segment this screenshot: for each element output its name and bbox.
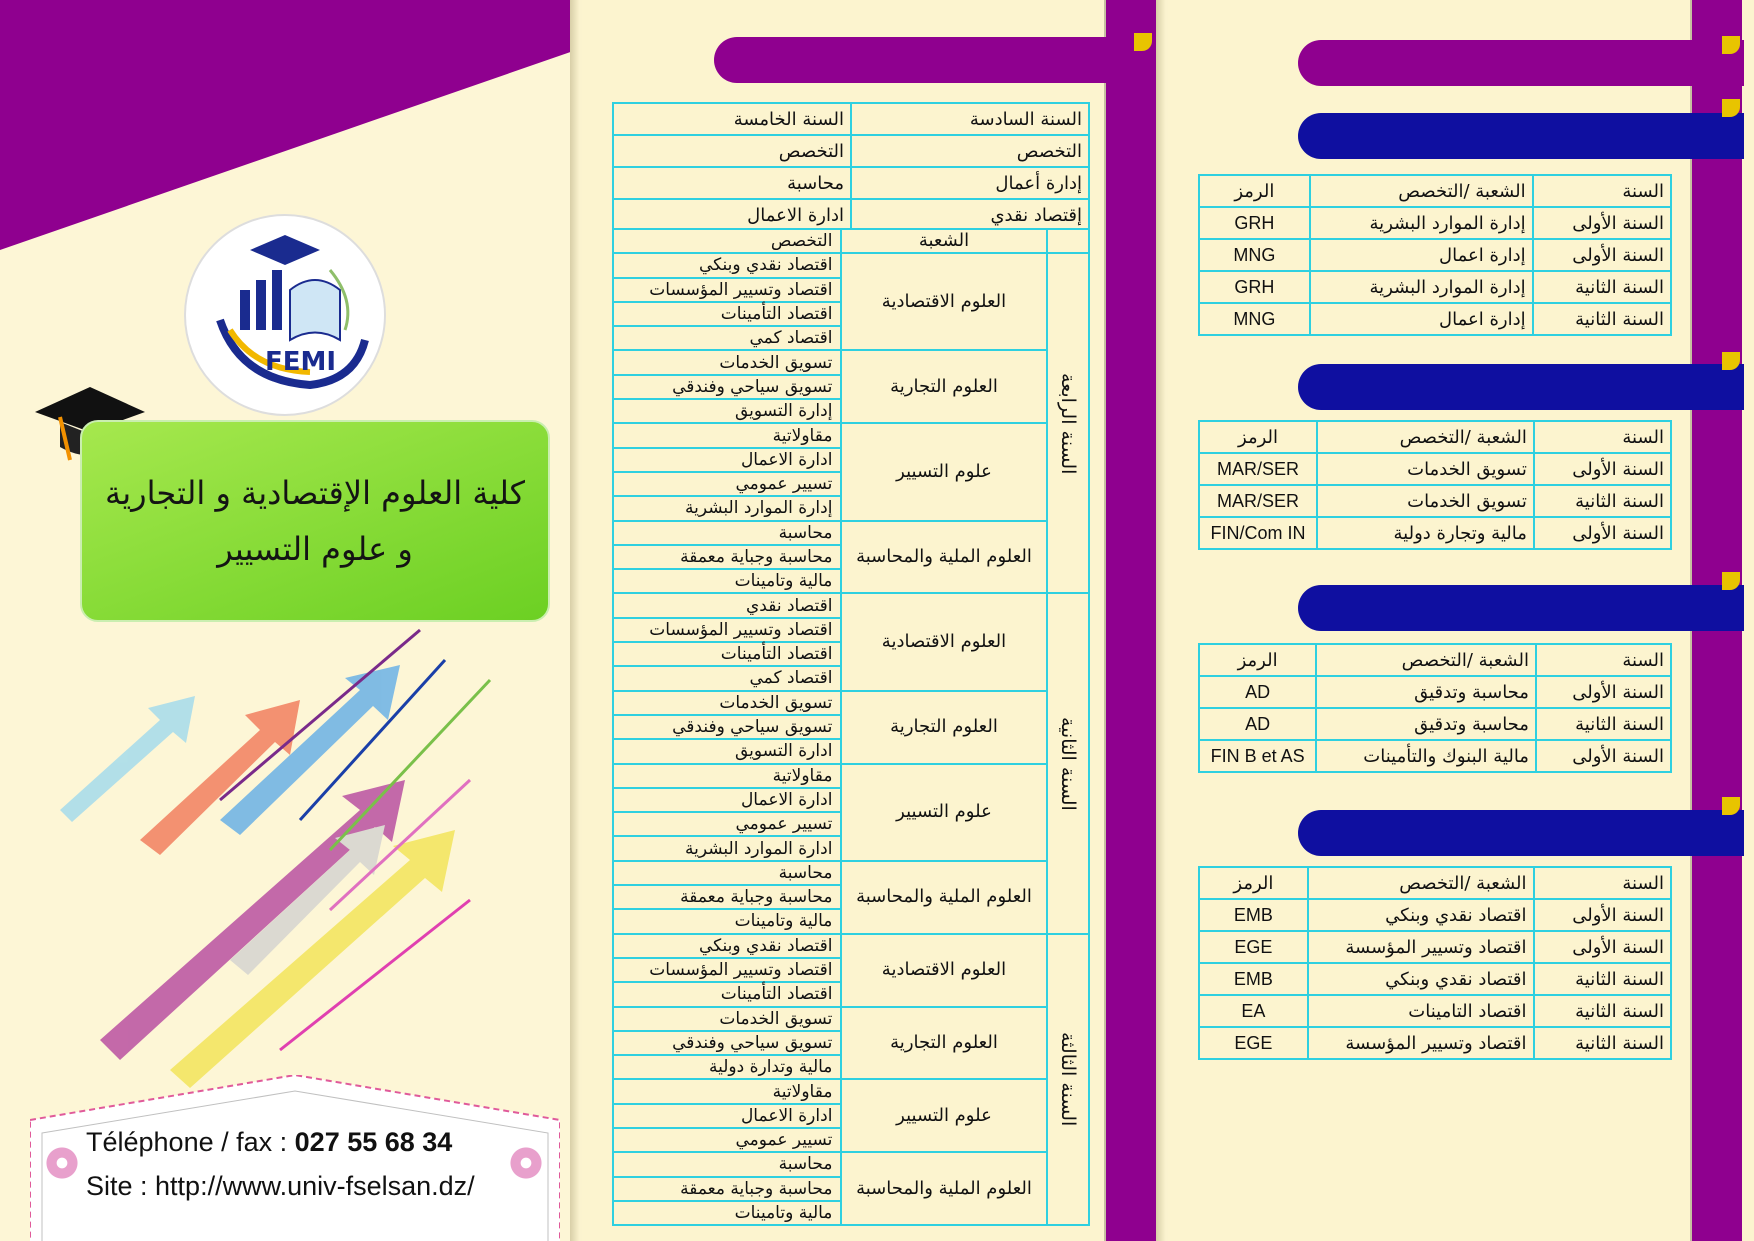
cover-panel — [0, 0, 582, 1241]
year-cell: السنة الأولى — [1534, 453, 1671, 485]
master-table-cell: إدارة أعمال — [851, 167, 1089, 199]
specialty-name: تسيير عمومي — [613, 472, 841, 496]
phone-number: 027 55 68 34 — [294, 1127, 453, 1157]
codes-header-cell: السنة — [1533, 175, 1671, 207]
programs-table-row — [613, 521, 1089, 545]
codes-header-cell: الرمز — [1199, 867, 1308, 899]
codes-table-row — [1199, 1027, 1671, 1059]
right-header-ribbon — [1298, 40, 1744, 86]
year-cell: السنة الأولى — [1534, 899, 1672, 931]
codes-table-row — [1199, 963, 1671, 995]
code-cell: EGE — [1199, 931, 1308, 963]
specialty-name: إدارة التسويق — [613, 399, 841, 423]
flower-icon — [44, 1145, 80, 1181]
master-table-cell: محاسبة — [613, 167, 851, 199]
master-table-row — [613, 135, 1089, 167]
codes-table-header — [1199, 644, 1671, 676]
master-table-cell: السنة الخامسة — [613, 103, 851, 135]
year-cell: السنة الثانية — [1534, 1027, 1672, 1059]
programs-table-header — [613, 229, 1089, 253]
flower-icon — [508, 1145, 544, 1181]
codes-table-row — [1199, 676, 1671, 708]
year-cell: السنة الثانية — [1534, 963, 1672, 995]
faculty-title-line2: و علوم التسيير — [217, 530, 413, 568]
specialty-name: تسيير عمومي — [613, 1128, 841, 1152]
specialty-cell: تسويق الخدمات — [1317, 485, 1534, 517]
specialty-cell: إدارة الموارد البشرية — [1310, 271, 1533, 303]
code-cell: MNG — [1199, 303, 1310, 335]
faculty-logo — [180, 210, 390, 420]
codes-table-row — [1199, 239, 1671, 271]
specialty-name: محاسبة — [613, 1152, 841, 1176]
codes-table-header — [1199, 175, 1671, 207]
branch-name: العلوم الاقتصادية — [841, 934, 1046, 1007]
specialty-cell: إدارة الموارد البشرية — [1310, 207, 1533, 239]
codes-table — [1198, 420, 1672, 550]
codes-table-row — [1199, 271, 1671, 303]
specialty-name: اقتصاد وتسيير المؤسسات — [613, 278, 841, 302]
branch-name: علوم التسيير — [841, 423, 1046, 520]
year-label: السنة الثالثة — [1047, 934, 1089, 1226]
specialty-name: اقتصاد نقدي — [613, 593, 841, 617]
codes-header-cell: الشعبة /التخصص — [1317, 421, 1534, 453]
branch-name: العلوم التجارية — [841, 1007, 1046, 1080]
specialty-name: تسويق الخدمات — [613, 1007, 841, 1031]
specialty-cell: محاسبة وتدقيق — [1316, 708, 1536, 740]
codes-table-row — [1199, 303, 1671, 335]
codes-header-cell: الرمز — [1199, 421, 1317, 453]
year-cell: السنة الأولى — [1534, 517, 1671, 549]
branch-header: الشعبة — [841, 229, 1046, 253]
code-cell: FIN/Com IN — [1199, 517, 1317, 549]
programs-table-row — [613, 1152, 1089, 1176]
specialty-name: تسيير عمومي — [613, 812, 841, 836]
code-cell: AD — [1199, 708, 1316, 740]
year-cell: السنة الأولى — [1536, 676, 1671, 708]
codes-header-cell: الشعبة /التخصص — [1308, 867, 1534, 899]
codes-header-cell: السنة — [1534, 421, 1671, 453]
phone-label: Téléphone / fax : — [86, 1127, 288, 1157]
codes-table-row — [1199, 453, 1671, 485]
specialty-name: اقتصاد التأمينات — [613, 302, 841, 326]
codes-header-cell: الشعبة /التخصص — [1316, 644, 1536, 676]
master-table-cell: السنة السادسة — [851, 103, 1089, 135]
master-table-row — [613, 199, 1089, 231]
programs-table-row — [613, 350, 1089, 374]
specialty-name: ادارة التسويق — [613, 739, 841, 763]
year-cell: السنة الثانية — [1533, 303, 1671, 335]
specialty-name: مالية وتامينات — [613, 909, 841, 933]
code-cell: FIN B et AS — [1199, 740, 1316, 772]
master-table-cell: ادارة الاعمال — [613, 199, 851, 231]
spec-header: التخصص — [613, 229, 841, 253]
codes-table — [1198, 643, 1672, 773]
specialty-cell: اقتصاد نقدي وبنكي — [1308, 963, 1534, 995]
specialty-name: اقتصاد وتسيير المؤسسات — [613, 618, 841, 642]
specialty-name: تسويق سياحي وفندقي — [613, 715, 841, 739]
branch-name: العلوم الملية والمحاسبة — [841, 1152, 1046, 1225]
programs-table-row — [613, 1007, 1089, 1031]
section-ribbon — [1298, 585, 1744, 631]
codes-table — [1198, 866, 1672, 1060]
year-cell: السنة الأولى — [1533, 239, 1671, 271]
codes-table-row — [1199, 708, 1671, 740]
codes-header-cell: الرمز — [1199, 175, 1310, 207]
year-label: السنة الثانية — [1047, 593, 1089, 933]
master-table-cell: إقتصاد نقدي — [851, 199, 1089, 231]
specialty-name: مالية وتدارة دولية — [613, 1055, 841, 1079]
specialty-name: محاسبة وجباية معمقة — [613, 1177, 841, 1201]
middle-header-ribbon — [714, 37, 1134, 83]
branch-name: العلوم التجارية — [841, 350, 1046, 423]
year-cell: السنة الأولى — [1536, 740, 1671, 772]
code-cell: EMB — [1199, 899, 1308, 931]
branch-name: علوم التسيير — [841, 1079, 1046, 1152]
programs-table-row — [613, 934, 1089, 958]
code-cell: GRH — [1199, 271, 1310, 303]
specialty-cell: اقتصاد التامينات — [1308, 995, 1534, 1027]
programs-table-row — [613, 764, 1089, 788]
year-header-cell — [1047, 229, 1089, 253]
specialty-name: اقتصاد التأمينات — [613, 642, 841, 666]
specialty-cell: مالية وتجارة دولية — [1317, 517, 1534, 549]
code-cell: MNG — [1199, 239, 1310, 271]
arrows-decoration — [0, 610, 582, 1130]
master-table-row — [613, 167, 1089, 199]
code-cell: EA — [1199, 995, 1308, 1027]
code-cell: EGE — [1199, 1027, 1308, 1059]
specialty-cell: تسويق الخدمات — [1317, 453, 1534, 485]
year-cell: السنة الثانية — [1534, 995, 1672, 1027]
specialty-name: تسويق سياحي وفندقي — [613, 375, 841, 399]
codes-header-cell: السنة — [1536, 644, 1671, 676]
specialty-name: مقاولاتية — [613, 764, 841, 788]
year-cell: السنة الأولى — [1534, 931, 1672, 963]
code-cell: GRH — [1199, 207, 1310, 239]
specialty-cell: مالية البنوك والتأمينات — [1316, 740, 1536, 772]
section-ribbon — [1298, 364, 1744, 410]
specialty-name: مقاولاتية — [613, 1079, 841, 1103]
specialty-name: اقتصاد كمي — [613, 326, 841, 350]
specialty-name: محاسبة — [613, 521, 841, 545]
programs-table-row — [613, 253, 1089, 277]
codes-header-cell: السنة — [1534, 867, 1672, 899]
year-label: السنة الرابعة — [1047, 253, 1089, 593]
master-table — [612, 102, 1090, 232]
contact-box — [30, 1075, 560, 1241]
specialty-cell: اقتصاد وتسيير المؤسسة — [1308, 931, 1534, 963]
programs-table-row — [613, 593, 1089, 617]
faculty-title-box — [80, 420, 550, 622]
specialty-name: محاسبة — [613, 861, 841, 885]
section-ribbon — [1298, 810, 1744, 856]
specialty-name: اقتصاد نقدي وبنكي — [613, 253, 841, 277]
specialty-name: تسويق الخدمات — [613, 350, 841, 374]
codes-table-row — [1199, 931, 1671, 963]
codes-table-row — [1199, 995, 1671, 1027]
specialty-name: تسويق سياحي وفندقي — [613, 1031, 841, 1055]
master-table-cell: التخصص — [613, 135, 851, 167]
codes-table-header — [1199, 867, 1671, 899]
code-cell: MAR/SER — [1199, 453, 1317, 485]
specialty-name: مقاولاتية — [613, 423, 841, 447]
section-ribbon — [1298, 113, 1744, 159]
branch-name: العلوم الاقتصادية — [841, 253, 1046, 350]
codes-table-row — [1199, 899, 1671, 931]
master-table-cell: التخصص — [851, 135, 1089, 167]
specialty-name: إدارة الموارد البشرية — [613, 496, 841, 520]
branch-name: العلوم الملية والمحاسبة — [841, 521, 1046, 594]
year-cell: السنة الثانية — [1534, 485, 1671, 517]
specialty-name: ادارة الاعمال — [613, 448, 841, 472]
branch-name: علوم التسيير — [841, 764, 1046, 861]
specialty-cell: إدارة اعمال — [1310, 239, 1533, 271]
specialty-name: تسويق الخدمات — [613, 691, 841, 715]
codes-header-cell: الشعبة /التخصص — [1310, 175, 1533, 207]
code-cell: MAR/SER — [1199, 485, 1317, 517]
codes-table-header — [1199, 421, 1671, 453]
programs-table-row — [613, 691, 1089, 715]
specialty-name: مالية وتامينات — [613, 1201, 841, 1225]
code-cell: AD — [1199, 676, 1316, 708]
specialty-name: اقتصاد كمي — [613, 666, 841, 690]
specialty-cell: اقتصاد وتسيير المؤسسة — [1308, 1027, 1534, 1059]
specialty-name: محاسبة وجباية معمقة — [613, 545, 841, 569]
branch-name: العلوم التجارية — [841, 691, 1046, 764]
programs-table-row — [613, 423, 1089, 447]
year-cell: السنة الأولى — [1533, 207, 1671, 239]
specialty-name: ادارة الاعمال — [613, 788, 841, 812]
specialty-name: ادارة الاعمال — [613, 1104, 841, 1128]
codes-panel — [1168, 0, 1754, 1241]
specialty-name: محاسبة وجباية معمقة — [613, 885, 841, 909]
codes-table — [1198, 174, 1672, 336]
specialty-name: ادارة الموارد البشرية — [613, 836, 841, 860]
year-cell: السنة الثانية — [1533, 271, 1671, 303]
svg-text:FEMI: FEMI — [265, 347, 337, 377]
faculty-title-line1: كلية العلوم الإقتصادية و التجارية — [105, 474, 525, 512]
programs-table — [612, 228, 1090, 1226]
specialty-cell: محاسبة وتدقيق — [1316, 676, 1536, 708]
specialty-cell: اقتصاد نقدي وبنكي — [1308, 899, 1534, 931]
purple-vertical-bar — [1106, 0, 1156, 1241]
branch-name: العلوم الملية والمحاسبة — [841, 861, 1046, 934]
codes-table-row — [1199, 740, 1671, 772]
branch-name: العلوم الاقتصادية — [841, 593, 1046, 690]
programs-table-row — [613, 861, 1089, 885]
specialty-name: اقتصاد نقدي وبنكي — [613, 934, 841, 958]
website-link[interactable]: Site : http://www.univ-fselsan.dz/ — [86, 1171, 475, 1201]
year-cell: السنة الثانية — [1536, 708, 1671, 740]
specialty-name: اقتصاد وتسيير المؤسسات — [613, 958, 841, 982]
codes-table-row — [1199, 485, 1671, 517]
programs-panel — [582, 0, 1168, 1241]
codes-header-cell: الرمز — [1199, 644, 1316, 676]
codes-table-row — [1199, 517, 1671, 549]
code-cell: EMB — [1199, 963, 1308, 995]
specialty-name: مالية وتامينات — [613, 569, 841, 593]
codes-table-row — [1199, 207, 1671, 239]
master-table-row — [613, 103, 1089, 135]
specialty-name: اقتصاد التأمينات — [613, 982, 841, 1006]
specialty-cell: إدارة اعمال — [1310, 303, 1533, 335]
programs-table-row — [613, 1079, 1089, 1103]
